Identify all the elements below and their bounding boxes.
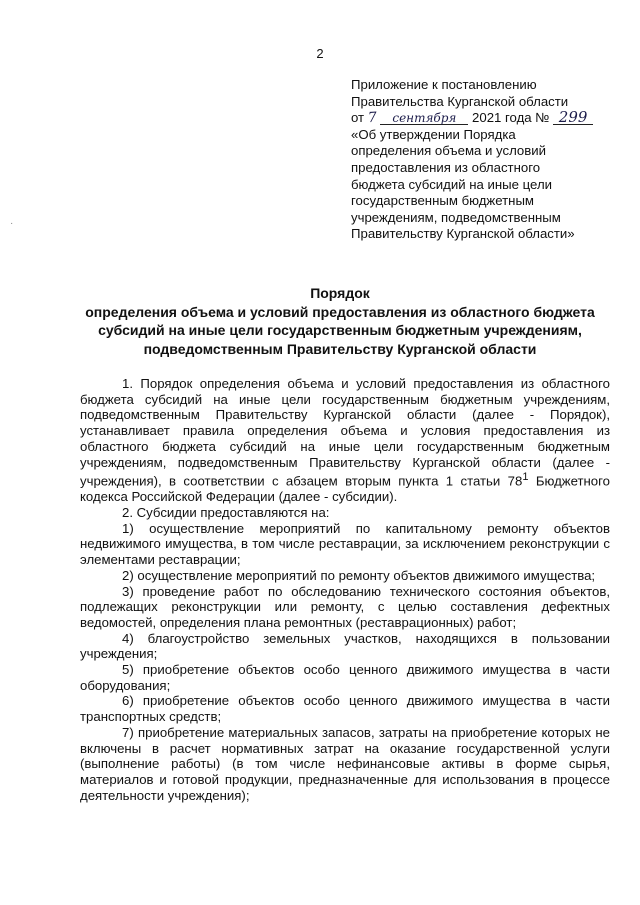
paragraph-1 <box>80 376 610 505</box>
title-line: субсидий на иные цели государственным бюджетным учреждениям, <box>98 322 582 338</box>
margin-mark: · <box>10 218 14 229</box>
annex-subject-line: государственным бюджетным <box>351 193 535 209</box>
annex-subject-line: Правительству Курганской области» <box>351 226 575 242</box>
annex-subject-line: определения объема и условий <box>351 143 547 159</box>
paragraph-tail: Бюджетного кодекса Российской Федерации (далее - субсидии). <box>80 473 610 505</box>
annex-subject-line: бюджета субсидий на иные цели <box>351 176 553 192</box>
annex-subject-line: предоставления из областного <box>351 159 541 175</box>
list-item: 6) приобретение объектов особо ценного движимого имущества в части транспортных средств; <box>80 693 610 725</box>
annex-line-1: Приложение к постановлению <box>351 77 537 92</box>
handwritten-date-month: сентября <box>380 112 468 125</box>
list-item: 7) приобретение материальных запасов, затраты на приобретение которых не включены в расчет нормативных затрат на оказание государственной услуги (выполнение работы) (в том числе нефинансовые активы в форме сырья, материалов и готовой продукции, предназначенные для использования в процессе деятельности учреждения); <box>80 724 610 803</box>
list-item: 1) осуществление мероприятий по капитальному ремонту объектов недвижимого имущества, в том числе реставрации, за исключением реконструкции с элементами реставрации; <box>80 520 610 568</box>
paragraph-text: 1. Порядок определения объема и условий предоставления из областного бюджета субсидий на иные цели государственным бюджетным учреждениям, подведомственным Правительству Курганской области (далее - Порядок), устанавливает правила определения объема и условия предоставления из областного бюджета субсидий на иные цели государственным бюджетным учреждениям, подведомственным Правительству Курганской области (далее - учреждения), в соответствии с абзацем вторым пункта 1 статьи 78 <box>80 376 610 489</box>
document-body <box>80 376 610 803</box>
handwritten-date-day: 7 <box>367 109 378 127</box>
list-item: 4) благоустройство земельных участков, находящихся в пользовании учреждения; <box>80 630 610 662</box>
superscript: 1 <box>522 471 529 484</box>
title-line: определения объема и условий предоставления из областного бюджета <box>85 303 595 320</box>
list-item: 3) проведение работ по обследованию технического состояния объектов, подлежащих реконструкции или ремонту, с целью составления дефектных ведомостей, определения плана ремонтных (реставрационных) работ; <box>80 583 610 630</box>
annex-line-2: Правительства Курганской области <box>351 93 569 109</box>
date-year-text: 2021 года № <box>472 110 550 126</box>
paragraph-2: 2. Субсидии предоставляются на: <box>122 505 330 521</box>
date-prefix: от <box>351 110 365 126</box>
list-item: 2) осуществление мероприятий по ремонту объектов движимого имущества; <box>122 567 596 583</box>
annex-block <box>351 77 621 243</box>
annex-subject-line: «Об утверждении Порядка <box>351 126 516 142</box>
annex-date-line <box>351 110 621 127</box>
page-number: 2 <box>316 46 324 61</box>
title-heading: Порядок <box>310 285 370 301</box>
handwritten-decree-number: 299 <box>553 111 593 125</box>
annex-subject-line: учреждениям, подведомственным <box>351 209 561 225</box>
title-line: подведомственным Правительству Курганской области <box>143 340 537 357</box>
document-title <box>60 284 620 358</box>
list-item: 5) приобретение объектов особо ценного движимого имущества в части оборудования; <box>80 662 610 693</box>
